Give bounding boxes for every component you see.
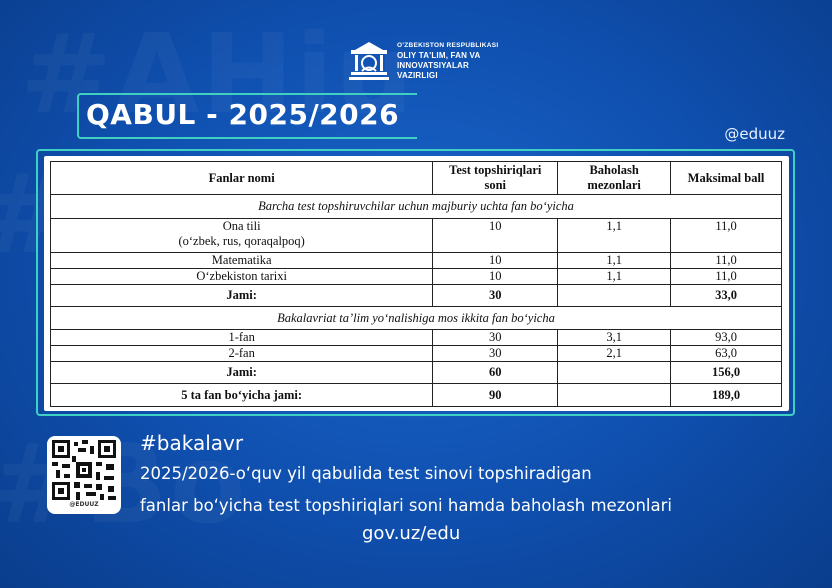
subject-name: O‘zbekiston tarixi [51, 269, 433, 285]
page-title: QABUL - 2025/2026 [86, 98, 400, 131]
ministry-line1: O'ZBEKISTON RESPUBLIKASI [397, 42, 499, 49]
column-header-count: Test topshiriqlari soni [433, 162, 558, 195]
table-row [51, 219, 782, 253]
ministry-line3: INNOVATSIYALAR [397, 61, 469, 70]
ministry-line2: OLIY TA'LIM, FAN VA [397, 51, 481, 60]
test-count: 30 [433, 330, 558, 346]
total-count: 30 [433, 285, 558, 307]
max-ball: 11,0 [671, 219, 782, 253]
table-header-row [51, 162, 782, 195]
section-row [51, 195, 782, 219]
criteria: 2,1 [558, 346, 671, 362]
total-label: Jami: [51, 285, 433, 307]
subject-name: 1-fan [51, 330, 433, 346]
table-panel [44, 156, 789, 411]
column-header-max: Maksimal ball [671, 162, 782, 195]
column-header-subject: Fanlar nomi [51, 162, 433, 195]
criteria: 1,1 [558, 269, 671, 285]
ministry-line4: VAZIRLIGI [397, 71, 438, 80]
total-criteria [558, 285, 671, 307]
subject-name-line2: (o‘zbek, rus, qoraqalpoq) [178, 234, 305, 248]
website-link[interactable]: gov.uz/edu [362, 523, 461, 544]
table-row [51, 346, 782, 362]
max-ball: 63,0 [671, 346, 782, 362]
grand-total-label: 5 ta fan bo‘yicha jami: [51, 384, 433, 407]
table-row [51, 269, 782, 285]
max-ball: 11,0 [671, 269, 782, 285]
caption-line2: fanlar bo‘yicha test topshiriqlari soni hamda baholash mezonlari [140, 496, 672, 515]
section-title: Barcha test topshiruvchilar uchun majburiy uchta fan bo‘yicha [51, 195, 782, 219]
grand-total-max: 189,0 [671, 384, 782, 407]
subject-name-line1: Ona tili [222, 219, 261, 233]
grand-total-row [51, 384, 782, 407]
qr-label: @EDUUZ [69, 501, 99, 508]
total-row [51, 285, 782, 307]
criteria: 3,1 [558, 330, 671, 346]
test-count: 30 [433, 346, 558, 362]
table-row [51, 330, 782, 346]
ministry-emblem-icon [349, 40, 389, 82]
max-ball: 11,0 [671, 253, 782, 269]
test-count: 10 [433, 219, 558, 253]
grand-total-criteria [558, 384, 671, 407]
total-row [51, 362, 782, 384]
total-count: 60 [433, 362, 558, 384]
column-header-criteria: Baholash mezonlari [558, 162, 671, 195]
grand-total-count: 90 [433, 384, 558, 407]
total-max: 156,0 [671, 362, 782, 384]
total-label: Jami: [51, 362, 433, 384]
total-criteria [558, 362, 671, 384]
ministry-logo [349, 40, 498, 82]
section-row [51, 307, 782, 330]
total-max: 33,0 [671, 285, 782, 307]
subject-name: Matematika [51, 253, 433, 269]
subjects-table [50, 161, 782, 407]
social-handle: @eduuz [724, 125, 785, 143]
hashtag: #bakalavr [140, 431, 244, 455]
test-count: 10 [433, 253, 558, 269]
test-count: 10 [433, 269, 558, 285]
criteria: 1,1 [558, 219, 671, 253]
subject-name: 2-fan [51, 346, 433, 362]
max-ball: 93,0 [671, 330, 782, 346]
caption-line1: 2025/2026-o‘quv yil qabulida test sinovi topshiradigan [140, 464, 592, 483]
table-row [51, 253, 782, 269]
section-title: Bakalavriat ta’lim yo‘nalishiga mos ikkita fan bo‘yicha [51, 307, 782, 330]
qr-code-icon [52, 440, 116, 500]
subject-name [51, 219, 433, 253]
criteria: 1,1 [558, 253, 671, 269]
qr-code[interactable] [47, 436, 121, 514]
